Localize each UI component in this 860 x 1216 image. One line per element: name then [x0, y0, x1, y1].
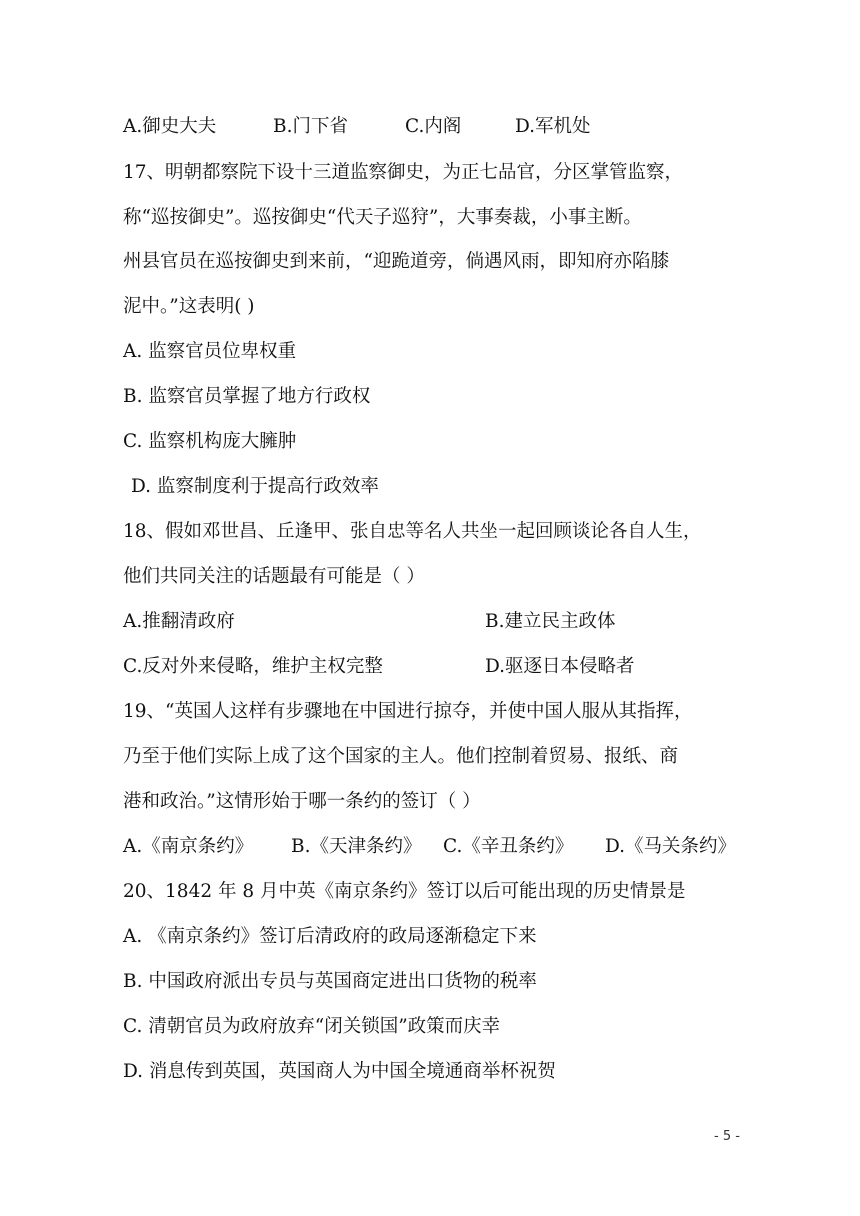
q19-stem-line-2: 乃至于他们实际上成了这个国家的主人。他们控制着贸易、报纸、商	[123, 746, 679, 767]
q17-option-a: A. 监察官员位卑权重	[123, 341, 297, 362]
q19-option-a: A.《南京条约》	[123, 836, 254, 857]
q18-option-a: A.推翻清政府	[123, 611, 235, 632]
q20-option-c: C. 清朝官员为政府放弃“闭关锁国”政策而庆幸	[123, 1016, 501, 1037]
q16-option-c: C.内阁	[405, 116, 462, 137]
page-number: - 5 -	[714, 1129, 740, 1144]
q16-option-d: D.军机处	[515, 116, 591, 137]
q18-stem-line-2: 他们共同关注的话题最有可能是（ ）	[123, 566, 425, 587]
q19-option-c: C.《辛丑条约》	[443, 836, 574, 857]
q18-option-d: D.驱逐日本侵略者	[485, 656, 635, 677]
q20-option-d: D. 消息传到英国，英国商人为中国全境通商举杯祝贺	[123, 1061, 556, 1082]
q19-option-b: B.《天津条约》	[291, 836, 422, 857]
q17-stem-line-4: 泥中。”这表明( )	[123, 296, 255, 317]
q20-stem-line-1: 20、1842 年 8 月中英《南京条约》签订以后可能出现的历史情景是	[123, 881, 686, 902]
q19-stem-line-3: 港和政治。”这情形始于哪一条约的签订（ ）	[123, 791, 481, 812]
q19-option-d: D.《马关条约》	[605, 836, 737, 857]
q20-option-b: B. 中国政府派出专员与英国商定进出口货物的税率	[123, 971, 537, 992]
q17-stem-line-3: 州县官员在巡按御史到来前，“迎跪道旁，倘遇风雨，即知府亦陷膝	[123, 251, 669, 272]
q17-option-c: C. 监察机构庞大臃肿	[123, 431, 297, 452]
q19-stem-line-1: 19、“英国人这样有步骤地在中国进行掠夺，并使中国人服从其指挥，	[123, 701, 693, 722]
q18-option-c: C.反对外来侵略，维护主权完整	[123, 656, 383, 677]
q17-stem-line-2: 称“巡按御史”。巡按御史“代天子巡狩”，大事奏裁，小事主断。	[123, 207, 642, 228]
q17-option-b: B. 监察官员掌握了地方行政权	[123, 386, 371, 407]
q16-option-a: A.御史大夫	[123, 116, 217, 137]
q17-option-d: D. 监察制度利于提高行政效率	[131, 476, 379, 497]
q18-option-b: B.建立民主政体	[485, 611, 616, 632]
q20-option-a: A. 《南京条约》签订后清政府的政局逐渐稳定下来	[123, 926, 537, 947]
q16-option-b: B.门下省	[273, 116, 348, 137]
q18-stem-line-1: 18、假如邓世昌、丘逢甲、张自忠等名人共坐一起回顾谈论各自人生，	[123, 521, 702, 542]
q17-stem-line-1: 17、明朝都察院下设十三道监察御史，为正七品官，分区掌管监察，	[123, 162, 684, 183]
